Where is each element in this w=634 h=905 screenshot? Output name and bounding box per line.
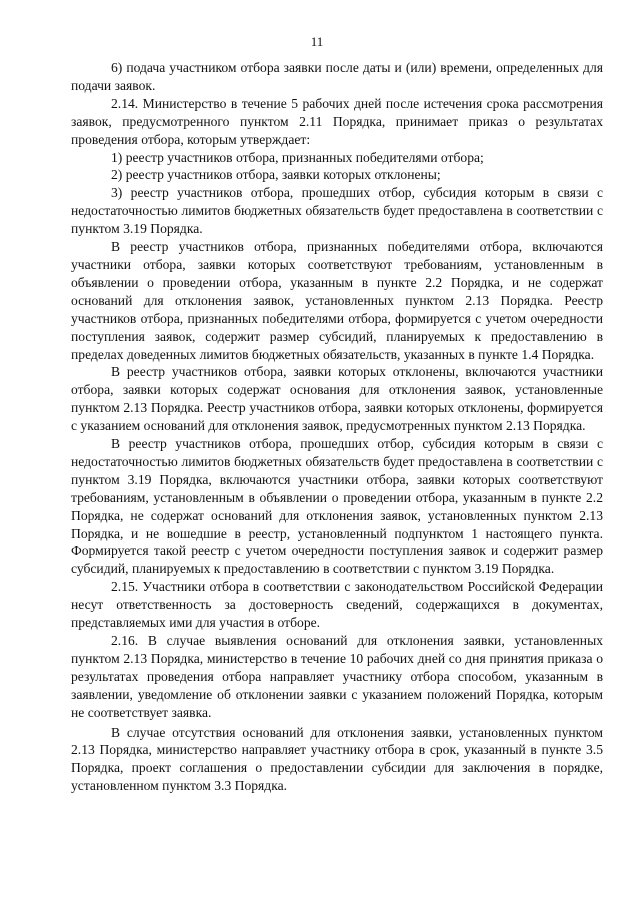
list-item-registry-passed: 3) реестр участников отбора, прошедших отбор, субсидия которым в связи с недостаточностью лимитов бюджетных обязательств будет предоставлена в соответствии с пунктом 3.19 Порядка. — [71, 185, 603, 237]
paragraph-2-14: 2.14. Министерство в течение 5 рабочих дней после истечения срока рассмотрения заявок, предусмотренного пунктом 2.11 Порядка, принимает приказ о результатах проведения отбора, которым утверждает: — [71, 95, 603, 147]
paragraph-winners-registry: В реестр участников отбора, признанных победителями отбора, включаются участники отбора, заявки которых соответствуют требованиям, установленным в объявлении о проведении отбора, указанным в пункте 2.2 Порядка, и не содержат оснований для отклонения заявок, установленных пунктом 2.13 Порядка. Реестр участников отбора, признанных победителями отбора, формируется с учетом очередности поступления заявок, содержит размер субсидий, планируемых к предоставлению в пределах доведенных лимитов бюджетных обязательств, указанных в пункте 1.4 Порядка. — [71, 239, 603, 362]
page-number: 11 — [310, 34, 324, 49]
paragraph-passed-registry: В реестр участников отбора, прошедших отбор, субсидия которым в связи с недостаточностью лимитов бюджетных обязательств будет предоставлена в соответствии с пунктом 3.19 Порядка, включаются участники отбора, заявки которых соответствуют требованиям, установленным в объявлении о проведении отбора, указанным в пункте 2.2 Порядка, не содержат оснований для отклонения заявок, установленных пунктом 2.13 Порядка, и не вошедшие в реестр, установленный подпунктом 1 настоящего пункта. Формируется такой реестр с учетом очередности поступления заявок и содержит размер субсидий, планируемых к предоставлению в соответствии с пунктом 3.19 Порядка. — [71, 436, 603, 577]
paragraph-6-late-submission: 6) подача участником отбора заявки после даты и (или) времени, определенных для подачи заявок. — [71, 60, 603, 93]
paragraph-2-15: 2.15. Участники отбора в соответствии с законодательством Российской Федерации несут ответственность за достоверность сведений, содержащихся в документах, представляемых ими для участия в отборе. — [71, 579, 603, 631]
paragraph-2-16: 2.16. В случае выявления оснований для отклонения заявки, установленных пунктом 2.13 Порядка, министерство в течение 10 рабочих дней со дня принятия приказа о результатах проведения отбора направляет участнику отбора способом, указанным в заявлении, уведомление об отклонении заявки с указанием положений Порядка, которым не соответствует заявка. — [71, 633, 603, 720]
list-item-registry-winners: 1) реестр участников отбора, признанных победителями отбора; — [111, 149, 484, 165]
list-item-registry-rejected: 2) реестр участников отбора, заявки которых отклонены; — [111, 167, 441, 183]
paragraph-no-grounds: В случае отсутствия оснований для отклонения заявки, установленных пунктом 2.13 Порядка, министерство направляет участнику отбора в срок, указанный в пункте 3.5 Порядка, проект соглашения о предоставлении субсидии для заключения в порядке, установленном пунктом 3.3 Порядка. — [71, 724, 603, 794]
page-body — [71, 59, 603, 795]
paragraph-rejected-registry: В реестр участников отбора, заявки которых отклонены, включаются участники отбора, заявки которых содержат основания для отклонения заявок, установленные пунктом 2.13 Порядка. Реестр участников отбора, заявки которых отклонены, формируется с указанием оснований для отклонения заявок, предусмотренных пунктом 2.13 Порядка. — [71, 364, 603, 434]
